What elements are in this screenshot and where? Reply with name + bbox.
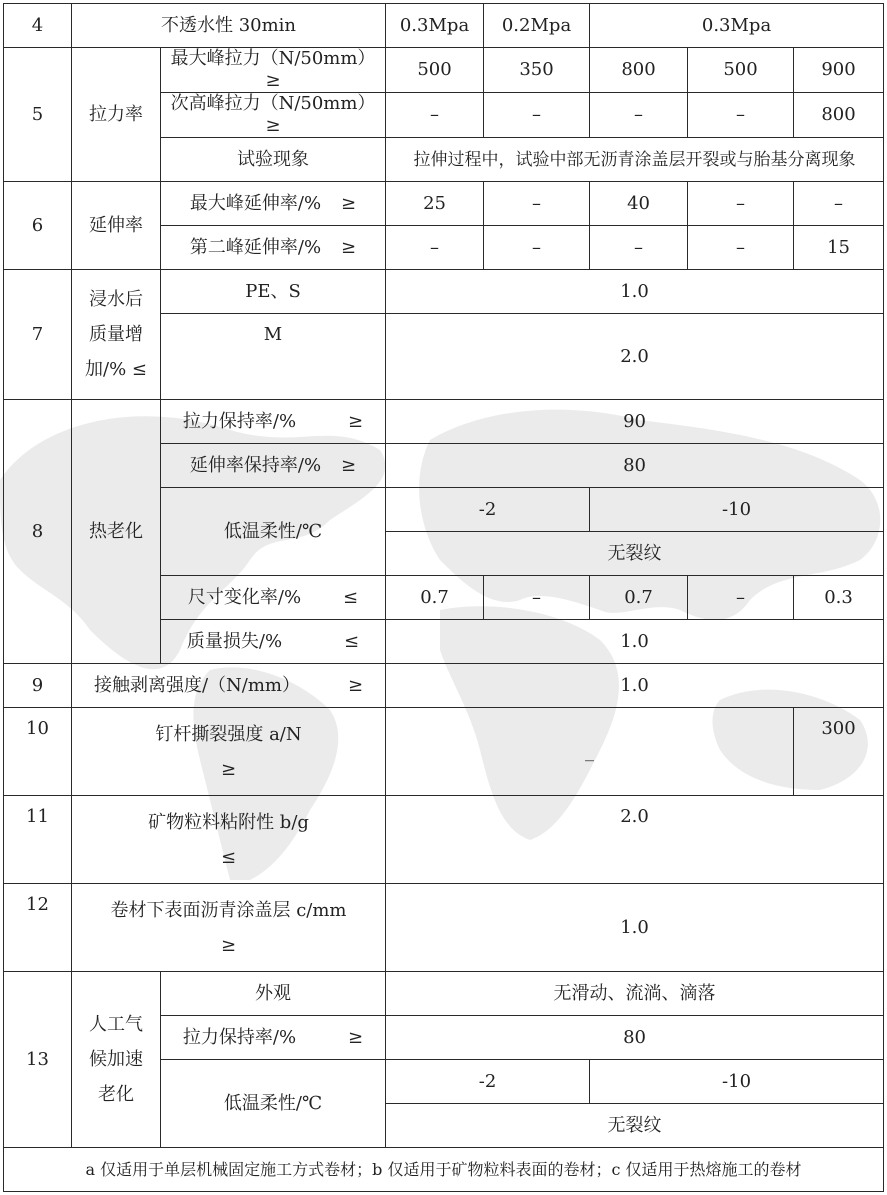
table-row	[4, 4, 884, 48]
category-line: 质量增	[89, 324, 143, 345]
comparison-sign: ≥	[220, 934, 237, 956]
comparison-sign: ≥	[341, 454, 357, 476]
value-cell: 90	[386, 400, 884, 444]
value-cell: 15	[794, 226, 884, 270]
value-cell: 拉伸过程中，试验中部无沥青涂盖层开裂或与胎基分离现象	[386, 138, 884, 182]
footnote-row	[4, 1148, 884, 1192]
value-cell: 900	[794, 48, 884, 93]
table-row	[4, 48, 884, 93]
item-label: 最大峰拉力（N/50mm）≥	[161, 48, 386, 93]
value-cell: 无裂纹	[386, 1104, 884, 1148]
value-cell: 800	[794, 93, 884, 138]
category-line: 浸水后	[89, 289, 143, 310]
item-label: PE、S	[161, 270, 386, 314]
value-cell: –	[590, 93, 688, 138]
value-cell: –	[484, 226, 590, 270]
value-cell: 0.2Mpa	[484, 4, 590, 48]
category-line: 人工气	[89, 1014, 143, 1035]
item-label: 次高峰拉力（N/50mm）≥	[161, 93, 386, 138]
item-label-text: 第二峰延伸率/%	[189, 236, 322, 258]
item-label: M	[161, 314, 386, 400]
category-label: 延伸率	[72, 182, 161, 270]
category-line: 加/% ≤	[85, 359, 147, 380]
value-cell: 1.0	[386, 270, 884, 314]
value-cell: -10	[590, 488, 884, 532]
category-label	[72, 270, 161, 400]
item-label	[161, 400, 386, 444]
value-cell: 500	[688, 48, 794, 93]
comparison-sign: ≥	[341, 236, 357, 258]
item-label	[161, 576, 386, 620]
value-cell: –	[688, 182, 794, 226]
item-label	[161, 620, 386, 664]
comparison-sign: ≥	[348, 1026, 364, 1048]
item-label-text: 接触剥离强度/（N/mm）	[93, 674, 300, 696]
item-label-text: 矿物粒料粘附性 b/g	[148, 811, 309, 833]
value-cell: 无裂纹	[386, 532, 884, 576]
comparison-sign: ≥	[348, 410, 364, 432]
row-number: 12	[4, 884, 72, 972]
item-label: 外观	[161, 972, 386, 1016]
value-cell: 0.7	[386, 576, 484, 620]
table-row	[4, 972, 884, 1016]
value-cell: 300	[794, 708, 884, 796]
spec-table	[3, 3, 884, 1192]
comparison-sign: ≤	[343, 586, 359, 608]
value-cell: –	[688, 226, 794, 270]
comparison-sign: ≤	[344, 630, 360, 652]
value-cell: 1.0	[386, 620, 884, 664]
row-number: 13	[4, 972, 72, 1148]
item-label-text: 卷材下表面沥青涂盖层 c/mm	[110, 899, 347, 921]
value-cell: 1.0	[386, 664, 884, 708]
value-cell: –	[688, 93, 794, 138]
value-cell: 350	[484, 48, 590, 93]
row-number: 6	[4, 182, 72, 270]
value-cell: 80	[386, 1016, 884, 1060]
item-label	[161, 182, 386, 226]
row-number: 8	[4, 400, 72, 664]
value-cell: 2.0	[386, 796, 884, 884]
item-label-text: 质量损失/%	[186, 630, 283, 652]
table-row	[4, 270, 884, 314]
value-cell: 25	[386, 182, 484, 226]
item-label: 试验现象	[161, 138, 386, 182]
item-label	[161, 226, 386, 270]
value-cell: –	[794, 182, 884, 226]
value-cell: 40	[590, 182, 688, 226]
footnote: a 仅适用于单层机械固定施工方式卷材；b 仅适用于矿物粒料表面的卷材；c 仅适用于热熔施工的卷材	[4, 1148, 884, 1192]
table-row	[4, 182, 884, 226]
row-number: 7	[4, 270, 72, 400]
row-number: 5	[4, 48, 72, 182]
item-label	[161, 1016, 386, 1060]
value-cell: –	[386, 226, 484, 270]
value-cell: 80	[386, 444, 884, 488]
table-row	[4, 884, 884, 972]
value-cell: -2	[386, 1060, 590, 1104]
value-cell: –	[590, 226, 688, 270]
row-number: 10	[4, 708, 72, 796]
item-label-text: 尺寸变化率/%	[187, 586, 302, 608]
value-cell: 500	[386, 48, 484, 93]
value-cell: –	[386, 93, 484, 138]
comparison-sign: ≤	[220, 846, 237, 868]
item-label	[72, 664, 386, 708]
item-label-text: 延伸率保持率/%	[189, 454, 322, 476]
item-label-text: 拉力保持率/%	[182, 1026, 297, 1048]
comparison-sign: ≥	[220, 758, 237, 780]
value-cell: 无滑动、流淌、滴落	[386, 972, 884, 1016]
table-row	[4, 796, 884, 884]
value-cell: 2.0	[386, 314, 884, 400]
value-cell: –	[688, 576, 794, 620]
value-cell: 0.7	[590, 576, 688, 620]
value-cell: -10	[590, 1060, 884, 1104]
item-label: 低温柔性/℃	[161, 488, 386, 576]
comparison-sign: ≥	[347, 674, 364, 696]
table-row	[4, 664, 884, 708]
value-cell: _	[386, 708, 794, 796]
comparison-sign: ≥	[341, 192, 357, 214]
value-cell: 1.0	[386, 884, 884, 972]
value-cell: 0.3Mpa	[590, 4, 884, 48]
category-line: 候加速	[89, 1049, 143, 1070]
row-number: 9	[4, 664, 72, 708]
value-cell: -2	[386, 488, 590, 532]
value-cell: –	[484, 93, 590, 138]
category-label	[72, 972, 161, 1148]
table-row	[4, 400, 884, 444]
value-cell: –	[484, 576, 590, 620]
item-label	[72, 796, 386, 884]
value-cell: 0.3Mpa	[386, 4, 484, 48]
value-cell: 0.3	[794, 576, 884, 620]
item-label	[72, 708, 386, 796]
value-cell: 800	[590, 48, 688, 93]
item-label-text: 最大峰延伸率/%	[189, 192, 322, 214]
table-row	[4, 708, 884, 796]
item-label	[161, 444, 386, 488]
category-line: 老化	[98, 1084, 134, 1105]
item-label: 低温柔性/℃	[161, 1060, 386, 1148]
category-label: 热老化	[72, 400, 161, 664]
item-label-text: 钉杆撕裂强度 a/N	[155, 723, 302, 745]
row-number: 11	[4, 796, 72, 884]
item-label	[72, 884, 386, 972]
value-cell: –	[484, 182, 590, 226]
row-number: 4	[4, 4, 72, 48]
category-label: 拉力率	[72, 48, 161, 182]
item-label-text: 拉力保持率/%	[182, 410, 297, 432]
item-label: 不透水性 30min	[72, 4, 386, 48]
